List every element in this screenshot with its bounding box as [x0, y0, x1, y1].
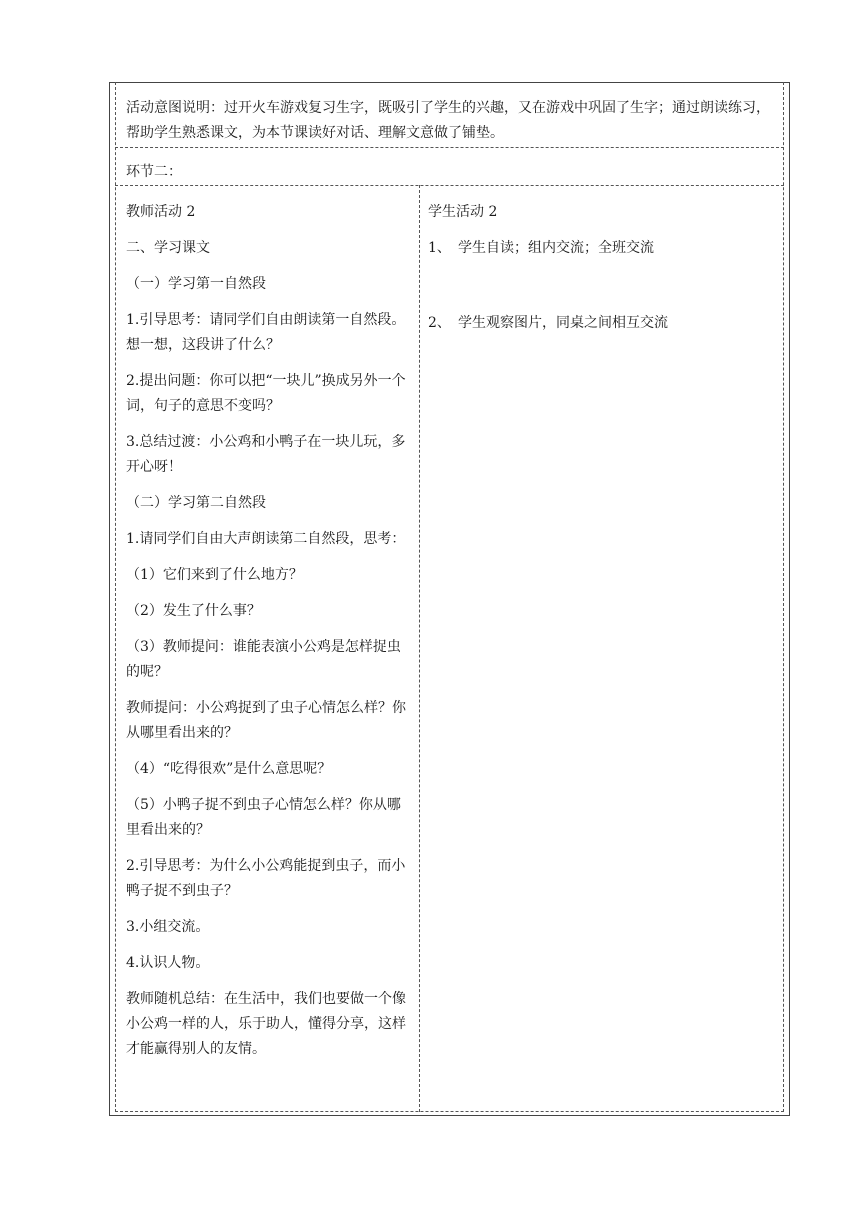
- student-activity-column: [428, 200, 768, 336]
- teacher-activity-column: [126, 200, 406, 1073]
- student-item: [428, 236, 768, 261]
- teacher-item: 3.小组交流。: [126, 919, 210, 935]
- stage-label: 环节二：: [126, 164, 182, 180]
- teacher-item: 1.引导思考：请同学们自由朗读第一自然段。想一想，这段讲了什么？: [126, 312, 406, 353]
- row-divider: [115, 185, 784, 186]
- teacher-item: 3.总结过渡：小公鸡和小鸭子在一块儿玩，多开心呀！: [126, 434, 406, 475]
- teacher-item: （3）教师提问：谁能表演小公鸡是怎样捉虫的呢？: [126, 639, 401, 680]
- teacher-item: 2.引导思考：为什么小公鸡能捉到虫子，而小鸭子捉不到虫子？: [126, 858, 406, 899]
- teacher-item: （二）学习第二自然段: [126, 495, 266, 511]
- teacher-item: （4）“吃得很欢”是什么意思呢？: [126, 761, 332, 777]
- teacher-item: 2.提出问题：你可以把“一块儿”换成另外一个词，句子的意思不变吗？: [126, 373, 406, 414]
- teacher-item: 教师随机总结：在生活中，我们也要做一个像小公鸡一样的人，乐于助人，懂得分享，这样才能赢得别人的友情。: [126, 991, 406, 1057]
- student-item-text: 学生观察图片，同桌之间相互交流: [458, 315, 668, 331]
- student-item: [428, 311, 768, 336]
- teacher-item: 教师提问：小公鸡捉到了虫子心情怎么样？你从哪里看出来的？: [126, 700, 406, 741]
- teacher-item: （5）小鸭子捉不到虫子心情怎么样？你从哪里看出来的？: [126, 797, 401, 838]
- teacher-item: 二、学习课文: [126, 240, 210, 256]
- student-item-text: 学生自读；组内交流；全班交流: [458, 240, 654, 256]
- student-item-number: 1、: [428, 240, 451, 256]
- row-divider: [115, 147, 784, 148]
- student-activity-heading: 学生活动 2: [428, 204, 498, 220]
- teacher-activity-heading: 教师活动 2: [126, 204, 196, 220]
- teacher-item: （2）发生了什么事？: [126, 603, 261, 619]
- teacher-item: （一）学习第一自然段: [126, 276, 266, 292]
- teacher-item: （1）它们来到了什么地方？: [126, 567, 303, 583]
- student-item-number: 2、: [428, 315, 451, 331]
- teacher-item: 4.认识人物。: [126, 955, 210, 971]
- activity-intent-text: 活动意图说明：过开火车游戏复习生字，既吸引了学生的兴趣，又在游戏中巩固了生字；通过朗读练习，帮助学生熟悉课文，为本节课读好对话、理解文意做了铺垫。: [126, 100, 770, 141]
- column-divider: [419, 185, 420, 1112]
- teacher-item: 1.请同学们自由大声朗读第二自然段，思考：: [126, 531, 406, 547]
